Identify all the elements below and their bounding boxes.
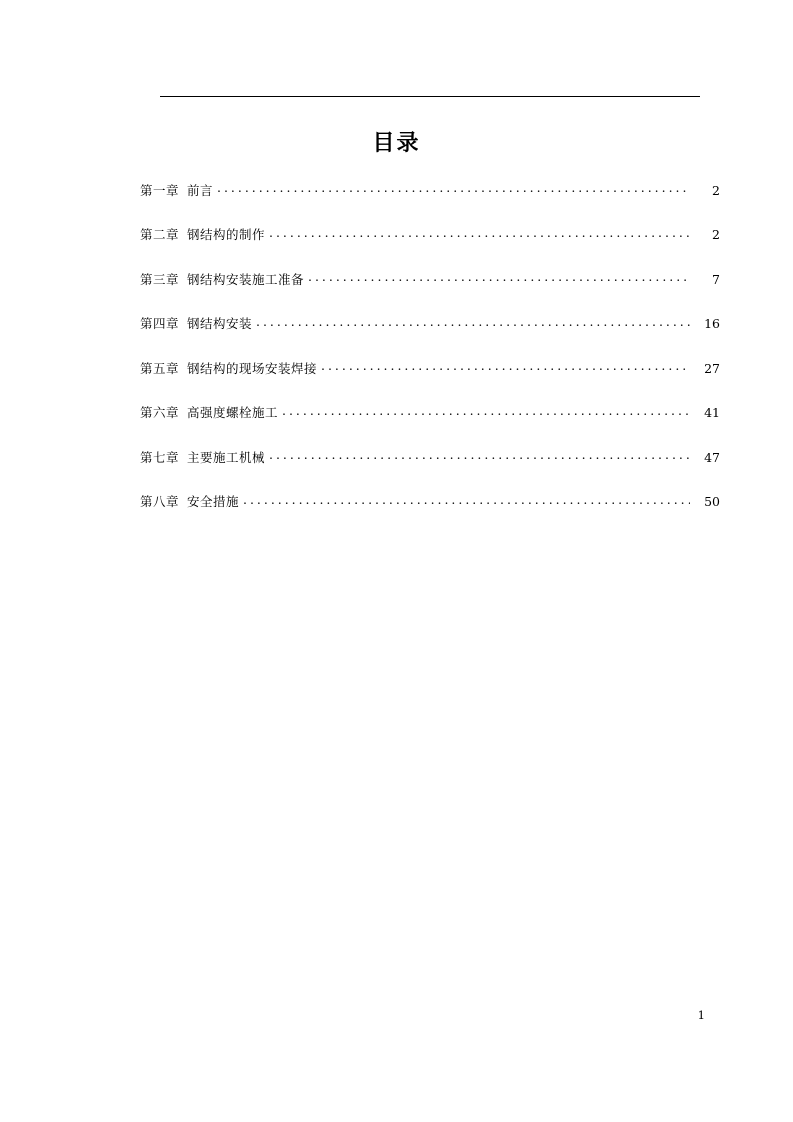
toc-chapter-label: 第四章 [140,316,180,331]
toc-entry-title: 高强度螺栓施工 [187,405,279,420]
toc-chapter-label: 第八章 [140,494,180,509]
toc-chapter-label: 第二章 [140,227,180,242]
toc-entry[interactable] [140,182,720,198]
toc-chapter-label: 第六章 [140,405,180,420]
table-of-contents [140,182,720,538]
toc-entry[interactable] [140,271,720,287]
toc-chapter-label: 第七章 [140,449,180,465]
toc-entry-title: 钢结构安装 [187,316,253,331]
toc-chapter-label: 第五章 [140,360,180,376]
toc-leader-dots [269,227,690,240]
toc-page-number: 2 [712,182,720,198]
toc-entry[interactable] [140,405,720,421]
page-title: 目录 [372,130,421,156]
toc-entry[interactable] [140,360,720,376]
toc-entry-title: 安全措施 [187,494,240,509]
toc-entry-title: 主要施工机械 [187,449,266,465]
toc-page-number: 27 [704,360,720,376]
toc-entry-title: 钢结构安装施工准备 [187,271,305,287]
toc-leader-dots [269,449,690,462]
toc-leader-dots [321,360,690,373]
toc-entry-title: 钢结构的制作 [187,227,266,242]
toc-entry-title: 前言 [187,182,214,198]
header-divider [160,96,700,97]
toc-leader-dots [308,271,690,284]
toc-page-number: 16 [704,316,720,331]
page-folio: 1 [697,1008,705,1022]
toc-entry[interactable] [140,449,720,465]
toc-page-number: 41 [704,405,720,420]
toc-entry-title: 钢结构的现场安装焊接 [187,360,318,376]
toc-entry[interactable] [140,227,720,243]
toc-entry[interactable] [140,316,720,332]
toc-page-number: 7 [712,271,720,287]
toc-leader-dots [256,316,690,329]
toc-chapter-label: 第一章 [140,182,180,198]
toc-page-number: 47 [704,449,720,465]
toc-entry[interactable] [140,494,720,510]
toc-leader-dots [282,405,690,418]
toc-leader-dots [243,494,690,507]
toc-page-number: 50 [704,494,720,509]
toc-chapter-label: 第三章 [140,271,180,287]
toc-page-number: 2 [712,227,720,242]
toc-leader-dots [217,182,690,195]
